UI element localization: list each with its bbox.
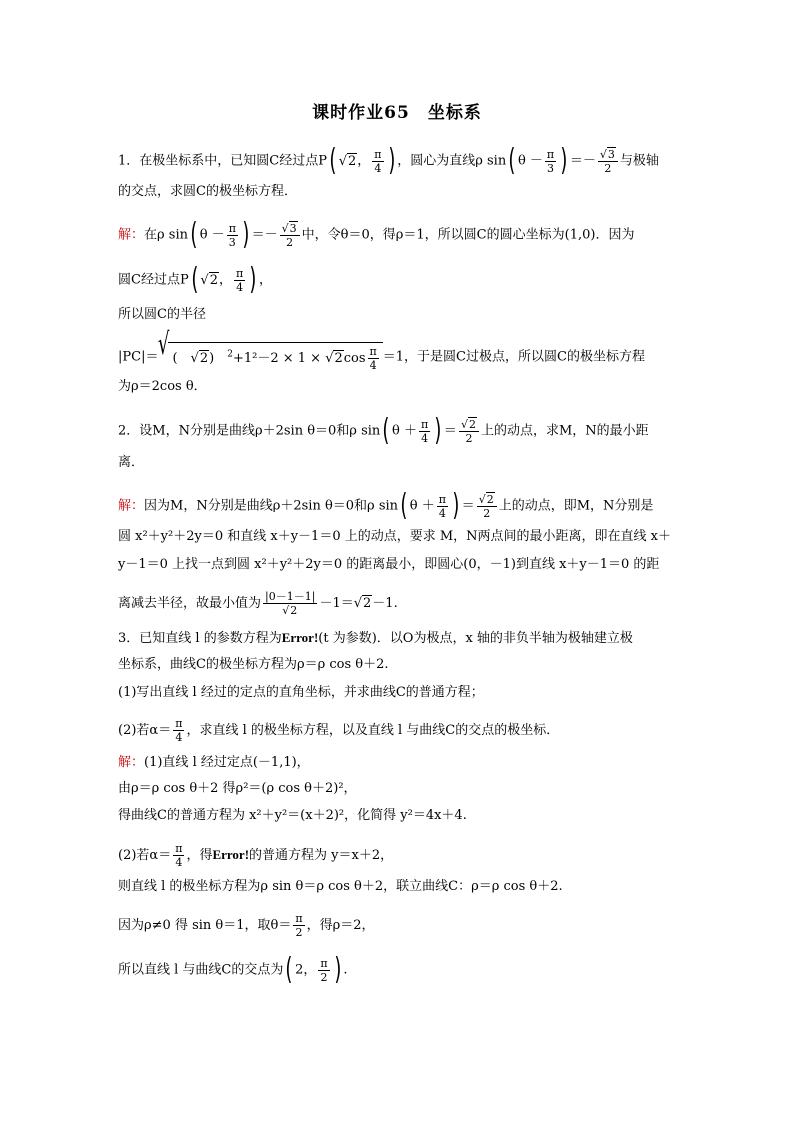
p3-question-line2: 坐标系，曲线C的极坐标方程为ρ＝ρ cos θ＋2. xyxy=(118,657,389,672)
page-title: 课时作业65 坐标系 xyxy=(312,103,482,123)
p3-question-sub2: (2)若α＝ $\frac{\pi}{4}$ ，求直线 l 的极坐标方程，以及直线 l 与曲线C的交点的极坐标． xyxy=(118,717,560,744)
p3-solution-line5: 则直线 l 的极坐标方程为ρ sin θ＝ρ cos θ＋2，联立曲线C：ρ＝ρ cos θ＋2. xyxy=(118,879,563,894)
p2-solution-line1: 解：因为M，N分别是曲线ρ＋2sin θ＝0和ρ sin( θ ＋ $\frac{\pi}{4}$ ) ＝ $\frac{√2}{2}$ 上的动点，即M，N分别是 xyxy=(118,488,654,523)
p3-solution-line1: 解：(1)直线 l 经过定点(－1,1)， xyxy=(118,755,310,770)
fraction-distance: $\frac{|0-1-1|}{√2}$ xyxy=(265,590,316,617)
p2-solution-line4: 离减去半径，故最小值为 $\frac{|0-1-1|}{√2}$ －1＝√2－1. xyxy=(118,590,398,617)
p1-solution-line5: 为ρ＝2cos θ． xyxy=(118,379,207,394)
error-field: Error! xyxy=(281,630,319,645)
radius-sqrt-expression: √ ( √2) $^2$+1²－2 × 1 × √2cos $\frac{\pi}{4}$ xyxy=(158,342,382,372)
p1-solution-line4: |PC|＝√ ( √2) $^2$+1²－2 × 1 × √2cos $\frac{\pi}{4}$ ＝1，于是圆C过极点，所以圆C的极坐标方程 xyxy=(118,342,678,372)
fraction-pi-over-4: $\frac{\pi}{4}$ xyxy=(374,147,382,175)
p1-question-line2: 的交点，求圆C的极坐标方程． xyxy=(118,184,297,199)
error-field: Error! xyxy=(212,847,250,862)
p3-solution-line6: 因为ρ≠0 得 sin θ＝1，取θ＝ $\frac{\pi}{2}$ ，得ρ＝2， xyxy=(118,912,375,939)
p3-question-line1: 3．已知直线 l 的参数方程为Error!(t 为参数)．以O为极点，x 轴的非负半轴为极轴建立极 xyxy=(118,630,633,646)
p1-solution-line2: 圆C经过点P( √2， $\frac{\pi}{4}$ ) ， xyxy=(118,262,272,297)
p1-question-line1: 1．在极坐标系中，已知圆C经过点P( √2， $\frac{\pi}{4}$ ) ，圆心为直线ρ sin( θ － $\frac{\pi}{3}$ ) ＝－ $\frac{√3}{2}$ 与极轴 xyxy=(118,143,659,178)
p2-solution-line2: 圆 x²＋y²＋2y＝0 和直线 x＋y－1＝0 上的动点，要求 M，N两点间的最小距离，即在直线 x＋ xyxy=(118,529,672,544)
p1-solution-line1: 解：在ρ sin( θ － $\frac{\pi}{3}$ ) ＝－ $\frac{√3}{2}$ 中，令θ＝0，得ρ＝1，所以圆C的圆心坐标为(1,0)．因为 xyxy=(118,217,635,252)
p2-question-line1: 2．设M，N分别是曲线ρ＋2sin θ＝0和ρ sin( θ ＋ $\frac{\pi}{4}$ ) ＝ $\frac{√2}{2}$ 上的动点，求M，N的最小距 xyxy=(118,413,649,448)
p3-solution-line3: 得曲线C的普通方程为 x²＋y²＝(x＋2)²，化简得 y²＝4x＋4. xyxy=(118,808,467,823)
p1-solution-line3: 所以圆C的半径 xyxy=(118,307,206,322)
solution-label: 解： xyxy=(118,227,145,243)
solution-label: 解： xyxy=(118,498,145,514)
sqrt-2: √2 xyxy=(338,153,357,169)
solution-label: 解： xyxy=(118,755,145,770)
p2-solution-line3: y－1＝0 上找一点到圆 x²＋y²＋2y＝0 的距离最小，即圆心(0，－1)到直线 x＋y－1＝0 的距 xyxy=(118,557,660,572)
p3-solution-line2: 由ρ＝ρ cos θ＋2 得ρ²＝(ρ cos θ＋2)²， xyxy=(118,781,357,796)
fraction-pi-over-3: $\frac{\pi}{3}$ xyxy=(546,147,555,175)
p3-solution-line4: (2)若α＝ $\frac{\pi}{4}$ ，得Error!的普通方程为 y＝x＋2， xyxy=(118,842,394,869)
p3-solution-line7: 所以直线 l 与曲线C的交点为( 2， $\frac{\pi}{2}$ ) . xyxy=(118,952,348,987)
fraction-sqrt3-over-2: $\frac{√3}{2}$ xyxy=(598,148,618,175)
p2-question-line2: 离． xyxy=(118,455,145,470)
p3-question-sub1: (1)写出直线 l 经过的定点的直角坐标，并求曲线C的普通方程； xyxy=(118,685,484,700)
